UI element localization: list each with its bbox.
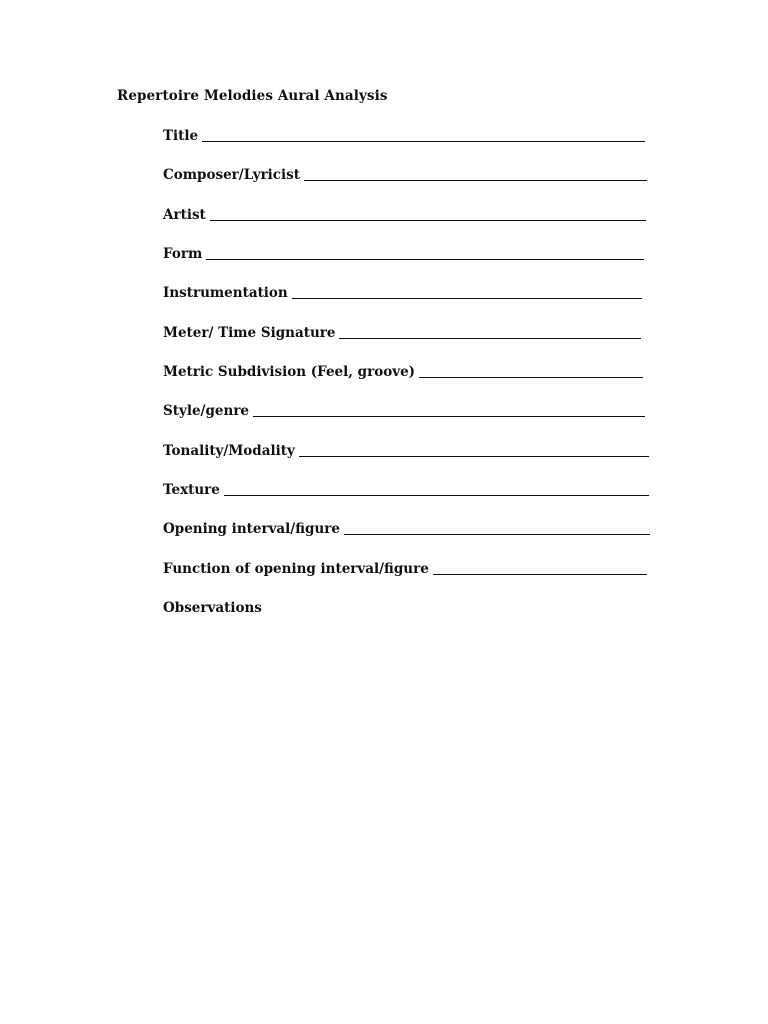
- field-texture-line[interactable]: [224, 495, 649, 496]
- field-form: [163, 244, 644, 262]
- field-meter-time-signature: [163, 323, 641, 341]
- field-texture: [163, 480, 649, 498]
- field-function-opening-interval: [163, 559, 647, 577]
- field-label: Meter/ Time Signature: [163, 325, 336, 341]
- field-style-genre: [163, 401, 645, 419]
- field-tonality-modality-line[interactable]: [299, 456, 649, 457]
- field-title: [163, 126, 645, 144]
- field-meter-time-signature-line[interactable]: [339, 338, 641, 339]
- field-metric-subdivision: [163, 362, 643, 380]
- observations-heading: [163, 598, 262, 616]
- field-instrumentation-line[interactable]: [292, 298, 642, 299]
- field-label: Opening interval/figure: [163, 521, 340, 537]
- field-opening-interval-figure-line[interactable]: [344, 534, 650, 535]
- field-composer-lyricist: [163, 165, 647, 183]
- field-label: Artist: [163, 207, 206, 223]
- observations-label: Observations: [163, 600, 262, 616]
- field-label: Style/genre: [163, 403, 250, 419]
- page-title: Repertoire Melodies Aural Analysis: [117, 88, 388, 104]
- field-opening-interval-figure: [163, 519, 650, 537]
- field-label: Title: [163, 128, 199, 144]
- field-title-line[interactable]: [202, 141, 645, 142]
- field-artist-line[interactable]: [210, 220, 646, 221]
- field-label: Texture: [163, 482, 220, 498]
- field-artist: [163, 205, 646, 223]
- field-label: Form: [163, 246, 203, 262]
- field-label: Metric Subdivision (Feel, groove): [163, 364, 416, 380]
- field-label: Instrumentation: [163, 285, 288, 301]
- field-composer-lyricist-line[interactable]: [304, 180, 647, 181]
- field-label: Tonality/Modality: [163, 443, 295, 459]
- field-tonality-modality: [163, 441, 649, 459]
- field-label: Function of opening interval/figure: [163, 561, 429, 577]
- field-instrumentation: [163, 283, 642, 301]
- field-style-genre-line[interactable]: [253, 416, 645, 417]
- field-function-opening-interval-line[interactable]: [433, 574, 647, 575]
- field-label: Composer/Lyricist: [163, 167, 300, 183]
- field-metric-subdivision-line[interactable]: [419, 377, 643, 378]
- field-form-line[interactable]: [206, 259, 644, 260]
